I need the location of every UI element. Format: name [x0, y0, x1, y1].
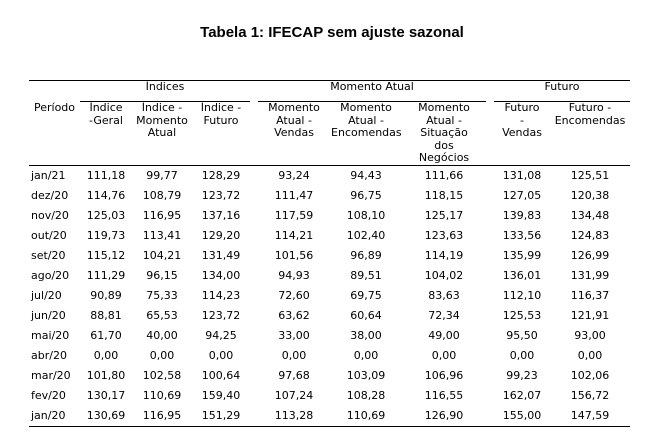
column-header-row [29, 102, 630, 166]
table-cell-periodo: jul/20 [31, 288, 62, 302]
table-cell-value: 117,59 [274, 208, 314, 222]
table-cell-spacer [250, 266, 258, 286]
table-cell-value: 96,75 [350, 188, 382, 202]
table-row [29, 246, 630, 266]
column-header-periodo: Período [29, 102, 80, 166]
table-cell-value: 116,37 [570, 288, 610, 302]
column-spacer [250, 102, 258, 166]
table-cell-value: 127,05 [502, 188, 542, 202]
table-row [29, 366, 630, 386]
column-header-futuro-vendas: Futuro - Vendas [494, 102, 550, 166]
table-cell-value: 129,20 [201, 228, 241, 242]
table-row [29, 386, 630, 406]
table-cell-value: 99,23 [506, 368, 538, 382]
table-cell-value: 38,00 [350, 328, 382, 342]
table-cell-value: 97,68 [278, 368, 310, 382]
table-row [29, 406, 630, 427]
table-cell-value: 147,59 [550, 406, 630, 427]
table-row [29, 346, 630, 366]
table-cell-value: 114,23 [201, 288, 241, 302]
table-cell-value: 110,69 [142, 388, 182, 402]
table-cell-value: 155,00 [494, 406, 550, 427]
table-cell-value: 101,80 [86, 368, 126, 382]
column-header-indice-geral: Índice -Geral [80, 102, 132, 166]
table-cell-spacer [250, 226, 258, 246]
table-cell-spacer [486, 406, 494, 427]
table-cell-value: 94,43 [350, 168, 382, 182]
table-cell-value: 125,53 [502, 308, 542, 322]
table-cell-value: 107,24 [274, 388, 314, 402]
table-cell-spacer [250, 186, 258, 206]
column-header-indice-futuro: Índice - Futuro [192, 102, 250, 166]
table-cell-spacer [486, 326, 494, 346]
page-title: Tabela 1: IFECAP sem ajuste sazonal [200, 24, 464, 41]
table-cell-value: 49,00 [428, 328, 460, 342]
table-row [29, 286, 630, 306]
table-cell-value: 0,00 [509, 348, 535, 362]
table-cell-value: 60,64 [350, 308, 382, 322]
table-body [29, 165, 630, 426]
table-row [29, 226, 630, 246]
table-cell-value: 137,16 [201, 208, 241, 222]
table-cell-value: 124,83 [570, 228, 610, 242]
table-cell-value: 0,00 [353, 348, 379, 362]
table-cell-value: 108,10 [346, 208, 386, 222]
table-cell-value: 72,60 [278, 288, 310, 302]
table-cell-value: 101,56 [274, 248, 314, 262]
column-spacer [486, 102, 494, 166]
table-cell-value: 40,00 [146, 328, 178, 342]
table-cell-value: 83,63 [428, 288, 460, 302]
table-cell-value: 156,72 [570, 388, 610, 402]
table-cell-value: 108,79 [142, 188, 182, 202]
table-cell-value: 88,81 [90, 308, 122, 322]
table-cell-value: 0,00 [281, 348, 307, 362]
table-cell-value: 135,99 [502, 248, 542, 262]
group-header-momento-atual: Momento Atual [258, 81, 486, 102]
table-cell-value: 89,51 [350, 268, 382, 282]
table-cell-value: 125,17 [424, 208, 464, 222]
table-cell-value: 126,99 [570, 248, 610, 262]
table-cell-value: 94,25 [205, 328, 237, 342]
table-cell-value: 134,48 [570, 208, 610, 222]
table-cell-spacer [486, 346, 494, 366]
table-cell-spacer [250, 366, 258, 386]
table-cell-periodo: mai/20 [31, 328, 70, 342]
table-cell-spacer [250, 346, 258, 366]
table-cell-value: 75,33 [146, 288, 178, 302]
table-cell-spacer [250, 406, 258, 427]
table-cell-value: 111,18 [86, 168, 126, 182]
table-cell-spacer [486, 186, 494, 206]
table-cell-value: 72,34 [428, 308, 460, 322]
table-cell-spacer [250, 306, 258, 326]
table-cell-value: 111,47 [274, 188, 314, 202]
table-cell-value: 106,96 [424, 368, 464, 382]
table-cell-value: 116,55 [424, 388, 464, 402]
table-row [29, 165, 630, 186]
table-cell-value: 130,69 [80, 406, 132, 427]
table-cell-periodo: out/20 [31, 228, 67, 242]
table-cell-spacer [250, 165, 258, 186]
table-cell-value: 114,21 [274, 228, 314, 242]
table-cell-value: 93,24 [278, 168, 310, 182]
table-cell-value: 119,73 [86, 228, 126, 242]
table-cell-periodo: jan/21 [31, 168, 66, 182]
table-cell-spacer [486, 306, 494, 326]
table-cell-periodo: set/20 [31, 248, 66, 262]
table-cell-value: 104,21 [142, 248, 182, 262]
table-cell-spacer [250, 286, 258, 306]
table-cell-value: 104,02 [424, 268, 464, 282]
table-cell-value: 0,00 [577, 348, 603, 362]
table-cell-spacer [486, 386, 494, 406]
table-cell-value: 159,40 [201, 388, 241, 402]
table-cell-value: 123,72 [201, 308, 241, 322]
table-cell-value: 96,15 [146, 268, 178, 282]
table-cell-value: 0,00 [431, 348, 457, 362]
table-cell-value: 0,00 [93, 348, 119, 362]
column-header-momento-encomendas: Momento Atual - Encomendas [330, 102, 402, 166]
table-cell-value: 113,41 [142, 228, 182, 242]
table-cell-value: 131,99 [570, 268, 610, 282]
table-cell-value: 0,00 [149, 348, 175, 362]
table-cell-periodo: abr/20 [31, 348, 67, 362]
table-cell-value: 61,70 [90, 328, 122, 342]
table-cell-value: 113,28 [258, 406, 330, 427]
table-cell-spacer [486, 366, 494, 386]
table-cell-value: 65,53 [146, 308, 178, 322]
table-cell-periodo: nov/20 [31, 208, 69, 222]
table-cell-value: 134,00 [201, 268, 241, 282]
table-cell-spacer [486, 165, 494, 186]
table-cell-spacer [486, 286, 494, 306]
column-header-indice-momento: Índice - Momento Atual [132, 102, 192, 166]
table-cell-value: 162,07 [502, 388, 542, 402]
table-cell-value: 114,76 [86, 188, 126, 202]
table-cell-spacer [250, 206, 258, 226]
table-cell-value: 102,58 [142, 368, 182, 382]
table-cell-value: 114,19 [424, 248, 464, 262]
table-cell-value: 94,93 [278, 268, 310, 282]
table-cell-value: 116,95 [132, 406, 192, 427]
table-cell-periodo: fev/20 [31, 388, 66, 402]
table-cell-value: 95,50 [506, 328, 538, 342]
table-cell-value: 102,40 [346, 228, 386, 242]
table-cell-value: 133,56 [502, 228, 542, 242]
group-header-indices: Índices [80, 81, 250, 102]
table-cell-value: 123,63 [424, 228, 464, 242]
table-cell-value: 130,17 [86, 388, 126, 402]
table-cell-value: 33,00 [278, 328, 310, 342]
table-cell-value: 125,03 [86, 208, 126, 222]
table-cell-value: 131,08 [502, 168, 542, 182]
table-row [29, 186, 630, 206]
table-cell-value: 99,77 [146, 168, 178, 182]
table-cell-value: 139,83 [502, 208, 542, 222]
group-spacer [29, 81, 80, 102]
table-cell-value: 0,00 [208, 348, 234, 362]
table-cell-spacer [486, 206, 494, 226]
table-cell-periodo: mar/20 [31, 368, 71, 382]
table-cell-periodo: ago/20 [31, 268, 70, 282]
table-cell-value: 90,89 [90, 288, 122, 302]
group-spacer [250, 81, 258, 102]
table-row [29, 306, 630, 326]
table-cell-spacer [486, 266, 494, 286]
column-header-futuro-encomendas: Futuro - Encomendas [550, 102, 630, 166]
column-header-momento-vendas: Momento Atual - Vendas [258, 102, 330, 166]
table-cell-value: 100,64 [201, 368, 241, 382]
table-cell-value: 93,00 [574, 328, 606, 342]
ifecap-table [29, 80, 630, 427]
table-cell-value: 111,29 [86, 268, 126, 282]
table-cell-periodo: jun/20 [31, 308, 66, 322]
column-header-momento-negocios: Momento Atual - Situação dos Negócios [402, 102, 486, 166]
table-cell-spacer [250, 246, 258, 266]
table-cell-value: 120,38 [570, 188, 610, 202]
table-cell-value: 116,95 [142, 208, 182, 222]
table-cell-value: 125,51 [570, 168, 610, 182]
table-cell-value: 108,28 [346, 388, 386, 402]
table-cell-spacer [250, 386, 258, 406]
table-cell-value: 111,66 [424, 168, 464, 182]
group-spacer [486, 81, 494, 102]
table-cell-spacer [250, 326, 258, 346]
table-cell-value: 110,69 [330, 406, 402, 427]
table-cell-spacer [486, 226, 494, 246]
table-row [29, 326, 630, 346]
table-cell-periodo: jan/20 [29, 406, 80, 427]
table-cell-periodo: dez/20 [31, 188, 69, 202]
group-header-futuro: Futuro [494, 81, 630, 102]
table-cell-value: 118,15 [424, 188, 464, 202]
table-cell-value: 115,12 [86, 248, 126, 262]
table-cell-value: 103,09 [346, 368, 386, 382]
table-cell-value: 128,29 [201, 168, 241, 182]
table-cell-spacer [486, 246, 494, 266]
table-cell-value: 126,90 [402, 406, 486, 427]
table-cell-value: 151,29 [192, 406, 250, 427]
table-row [29, 206, 630, 226]
table-row [29, 266, 630, 286]
table-cell-value: 102,06 [570, 368, 610, 382]
table-cell-value: 121,91 [570, 308, 610, 322]
table-cell-value: 131,49 [201, 248, 241, 262]
table-cell-value: 112,10 [502, 288, 542, 302]
table-cell-value: 96,89 [350, 248, 382, 262]
table-cell-value: 123,72 [201, 188, 241, 202]
table-cell-value: 69,75 [350, 288, 382, 302]
group-header-row [29, 81, 630, 102]
table-cell-value: 63,62 [278, 308, 310, 322]
table-cell-value: 136,01 [502, 268, 542, 282]
